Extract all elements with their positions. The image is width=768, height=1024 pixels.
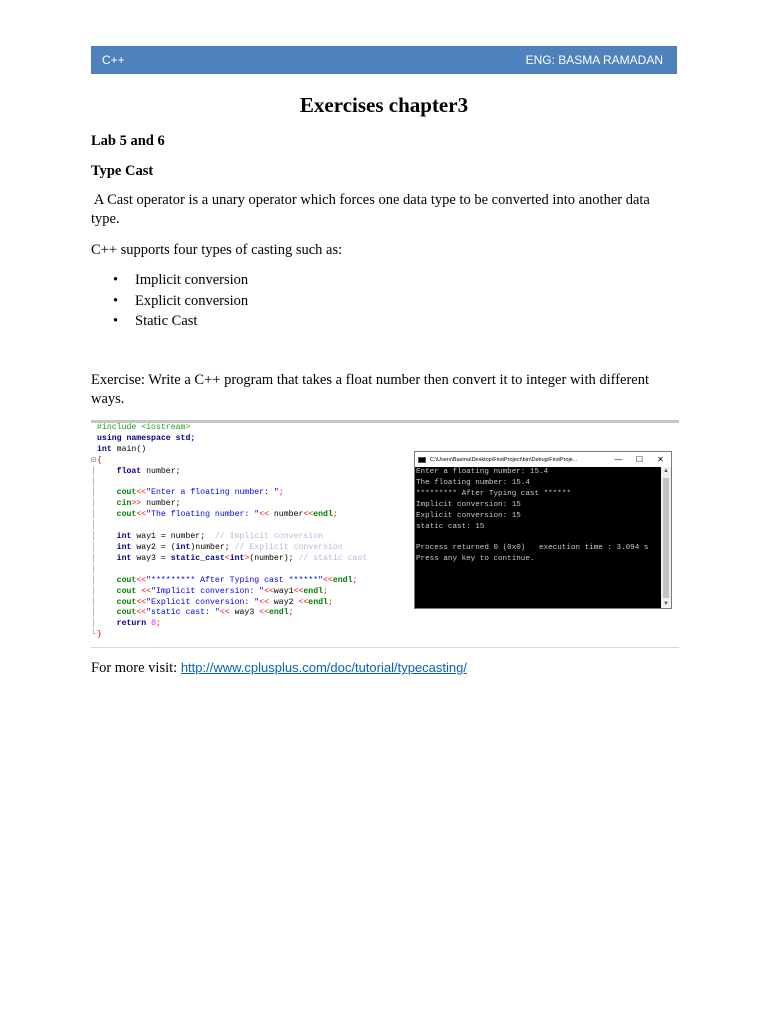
close-icon[interactable]: ✕ [657, 455, 664, 464]
code-screenshot [91, 420, 679, 648]
header-left: C++ [102, 53, 125, 67]
list-item-label: Static Cast [135, 313, 198, 329]
bullet-icon: • [113, 272, 119, 288]
supports-paragraph: C++ supports four types of casting such as: [91, 242, 343, 258]
scroll-down-icon[interactable]: ▼ [663, 601, 669, 607]
scroll-thumb[interactable] [663, 478, 669, 598]
scroll-up-icon[interactable]: ▲ [663, 468, 669, 474]
more-visit-label: For more visit: [91, 660, 181, 676]
intro-line-2: type. [91, 211, 120, 227]
exercise-line-1: Exercise: Write a C++ program that takes a float number then convert it to integer with different [91, 372, 649, 388]
list-item-label: Implicit conversion [135, 272, 249, 288]
bullet-icon: • [113, 313, 119, 329]
code-listing: #include <iostream> using namespace std; int main() ⊟{ │ float number; │ │ cout<<"Enter a floating number: "; │ cin>> number; │ cout<<"The floating number: "<< number<<endl; │ │ int way1 = number; // Implicit conversion │ int way2 = (int)number; // Explicit conversion │ int way3 = static_cast<int>(number); // static cast │ │ cout<<"********* After Typing cast ******"<<endl; │ cout <<"Implicit conversion: "<<way1<<endl; │ cout<<"Explicit conversion: "<< way2 <<endl; │ cout<<"static cast: "<< way3 <<endl; │ return 0; └} [91, 423, 368, 640]
console-output: Enter a floating number: 15.4 The floating number: 15.4 ********* After Typing cast ****** Implicit conversion: 15 Explicit conversion: 15 static cast: 15 Process returned 0 (0x0) execution time : 3.094 s Press any key to continue. [416, 468, 649, 564]
more-visit-line [91, 658, 677, 678]
header-right: ENG: BASMA RAMADAN [525, 53, 663, 67]
bullet-icon: • [113, 292, 119, 309]
cast-types-list [91, 270, 248, 332]
console-window [414, 451, 672, 609]
minimize-icon[interactable]: — [614, 455, 623, 464]
page-title: Exercises chapter3 [299, 93, 469, 117]
list-item [91, 270, 248, 291]
page-header [91, 46, 677, 74]
list-item-label: Explicit conversion [135, 292, 249, 309]
console-titlebar[interactable] [415, 452, 671, 467]
lab-heading: Lab 5 and 6 [91, 133, 165, 149]
maximize-icon[interactable]: ☐ [635, 455, 644, 464]
list-item [91, 291, 248, 312]
exercise-paragraph [91, 371, 677, 409]
console-title: C:\Users\Basma\Desktop\FirstProject\bin\Debug\FirstProje... [430, 456, 578, 463]
intro-line-1: A Cast operator is a unary operator which forces one data type to be converted into another data [91, 192, 650, 208]
exercise-line-2: ways. [91, 391, 125, 407]
console-scrollbar[interactable] [661, 467, 671, 608]
list-item [91, 311, 248, 332]
typecasting-link[interactable]: http://www.cplusplus.com/doc/tutorial/typecasting/ [180, 660, 467, 675]
intro-paragraph [91, 191, 677, 229]
section-heading: Type Cast [91, 163, 154, 179]
console-app-icon [418, 457, 426, 463]
